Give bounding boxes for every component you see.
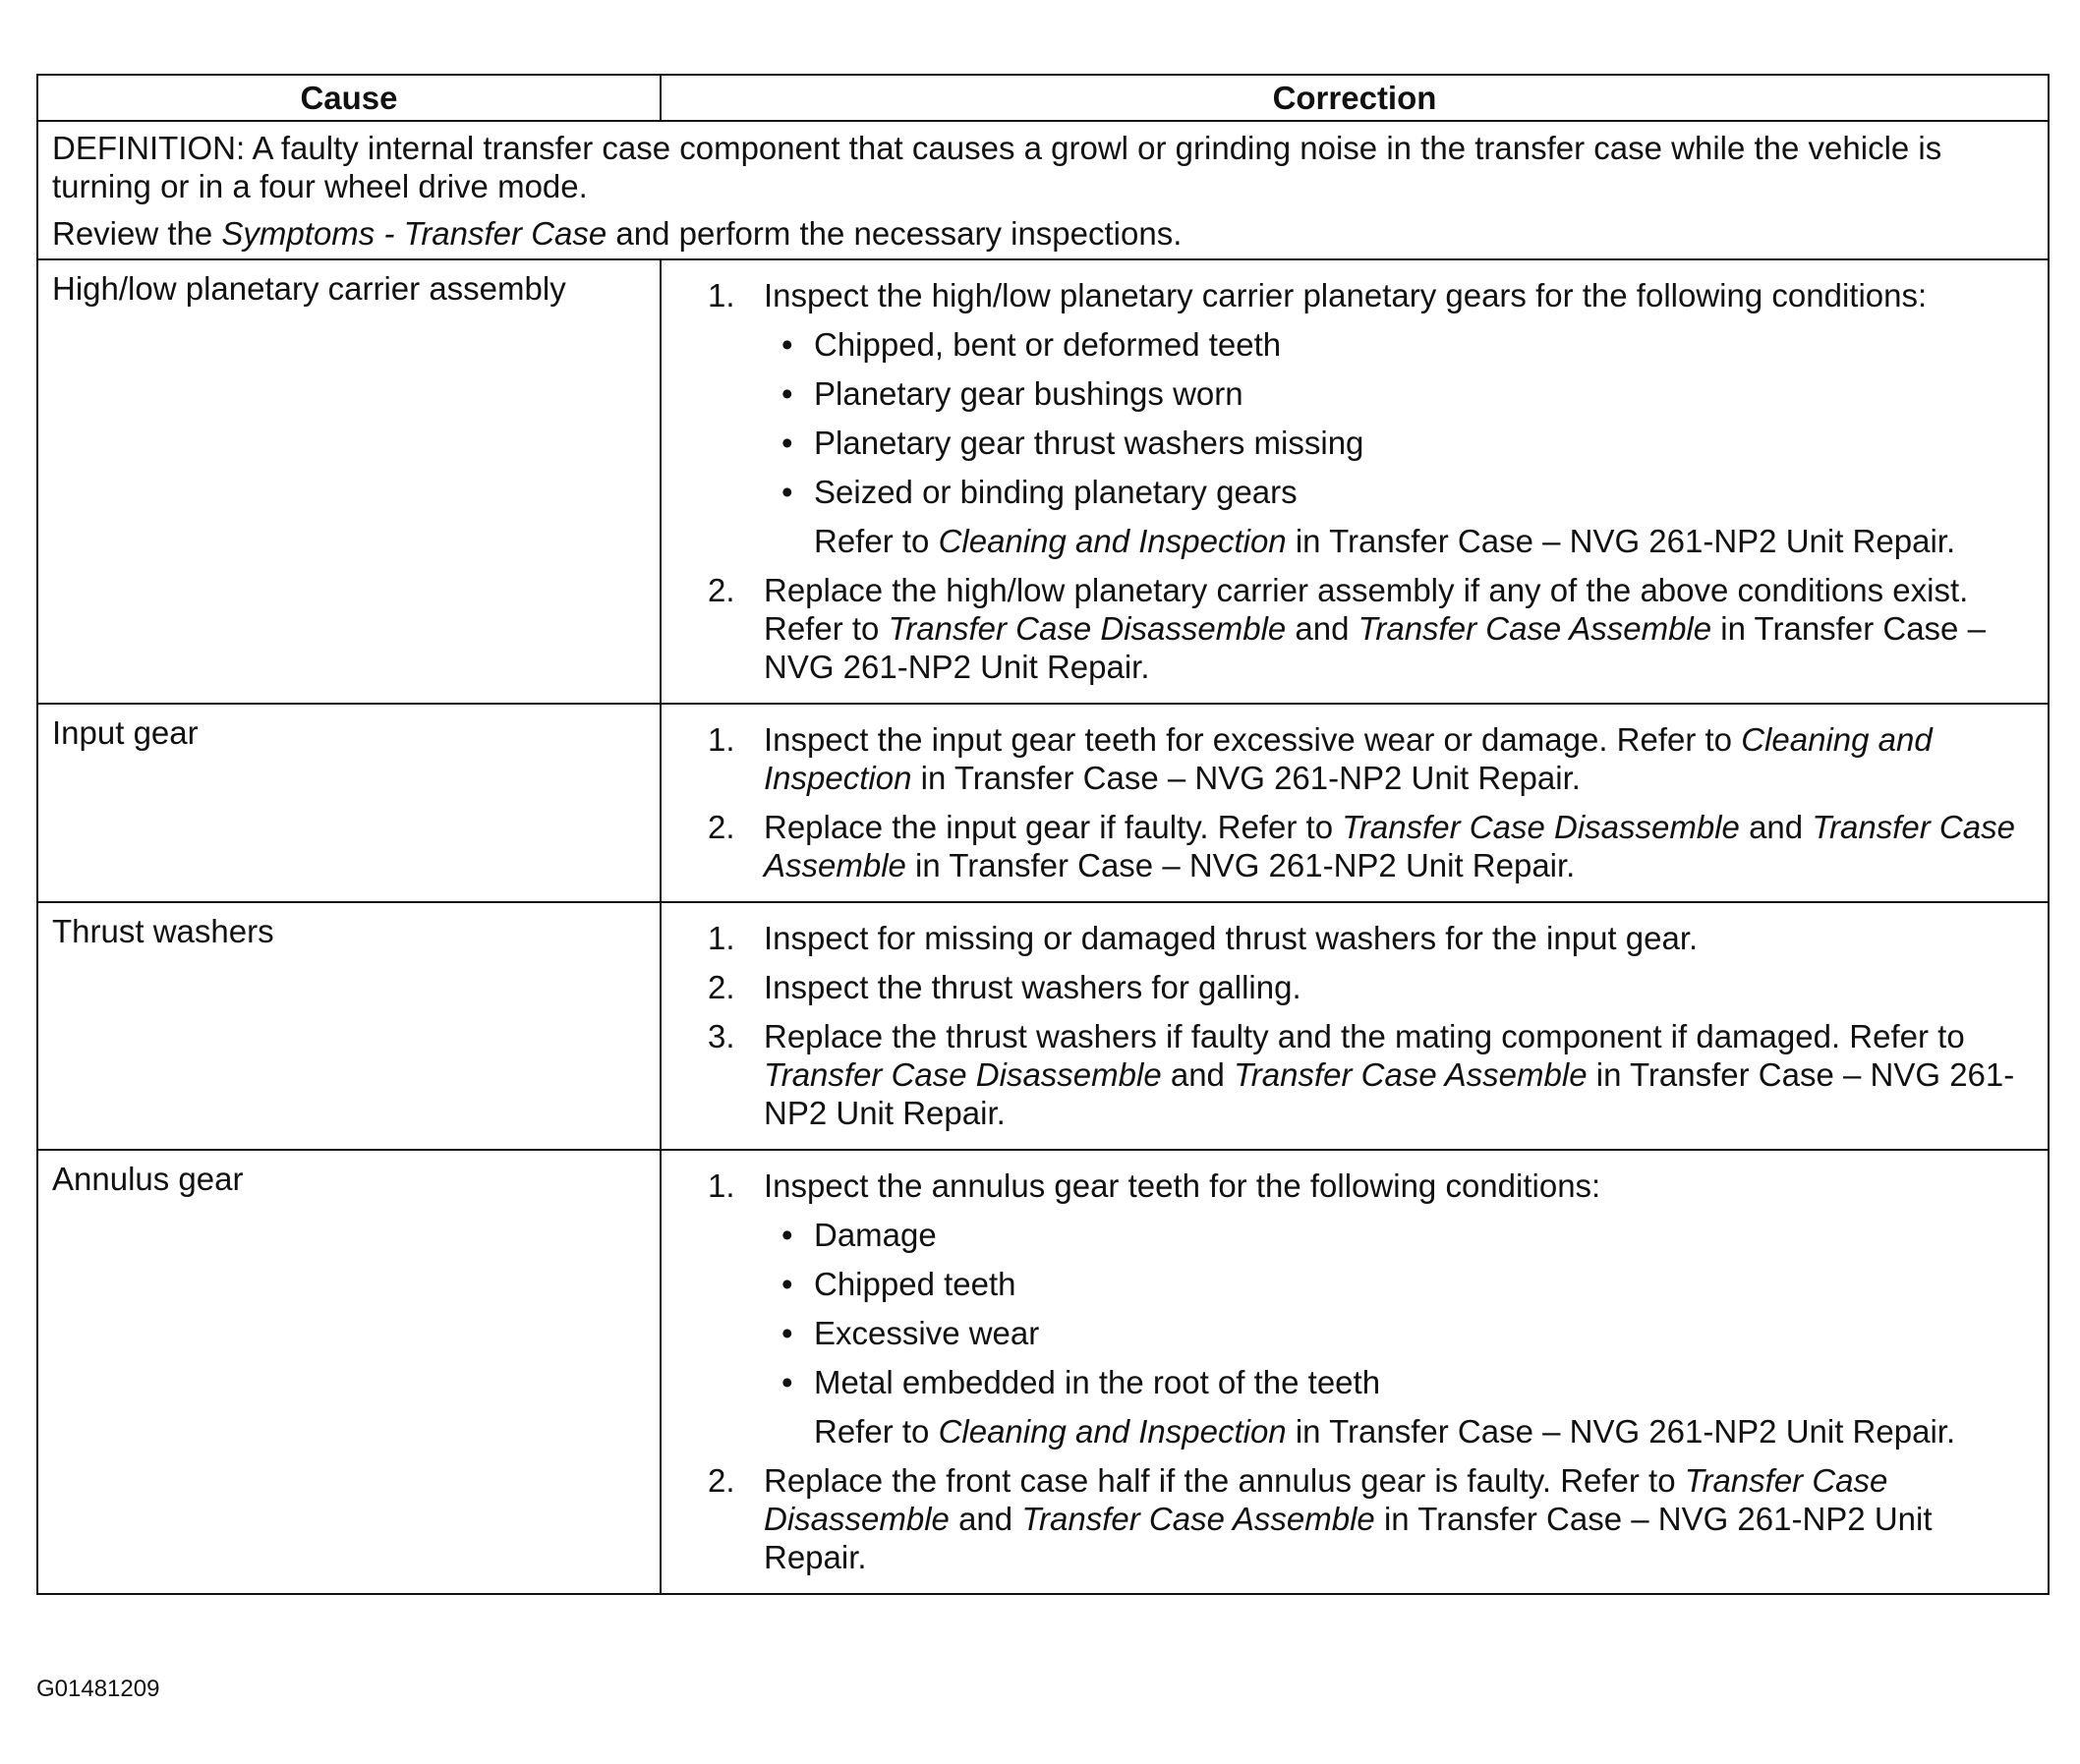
step-ref-link: Transfer Case Disassemble: [888, 610, 1287, 647]
correction-steps: [662, 1167, 2034, 1576]
step-ref-link: Transfer Case Assemble: [1021, 1501, 1375, 1537]
bullet-dot: •: [781, 1364, 793, 1400]
correction-cell: [661, 704, 2049, 902]
cause-cell: Thrust washers: [37, 902, 661, 1150]
refer-post: in Transfer Case – NVG 261-NP2 Unit Repair.: [1286, 1413, 1956, 1450]
refer-pre: Refer to: [814, 1413, 939, 1450]
step-number: 1.: [708, 920, 735, 956]
step-text-post: in Transfer Case – NVG 261-NP2 Unit Repair.: [764, 610, 1986, 685]
step-ref-link: Cleaning and Inspection: [764, 721, 1933, 796]
condition-list: [764, 1216, 2034, 1401]
condition-text: Chipped, bent or deformed teeth: [814, 326, 1282, 363]
step-text-pre: Replace the front case half if the annulus gear is faulty. Refer to: [764, 1462, 1685, 1499]
step-text: [764, 1167, 2034, 1205]
step-number: 3.: [708, 1018, 735, 1054]
condition-item: [764, 325, 2034, 364]
definition-text: DEFINITION: A faulty internal transfer case component that causes a growl or grinding noise in the transfer case while the vehicle is turning or in a four wheel drive mode.: [52, 130, 1942, 204]
step-ref-link: Transfer Case Assemble: [1234, 1056, 1588, 1093]
step-number: 1.: [708, 1167, 735, 1204]
bullet-dot: •: [781, 375, 793, 412]
bullet-dot: •: [781, 326, 793, 363]
step-text-mid: and: [1739, 809, 1813, 845]
step-item: [662, 571, 2034, 686]
step-text: [764, 571, 2034, 686]
step-item: [662, 276, 2034, 560]
correction-steps: [662, 276, 2034, 686]
step-text-pre: Replace the high/low planetary carrier assembly if any of the above conditions exist. Refer to: [764, 572, 1969, 647]
step-text-post: in Transfer Case – NVG 261-NP2 Unit Repair.: [905, 847, 1576, 883]
step-text-mid: and: [1286, 610, 1358, 647]
refer-link: Cleaning and Inspection: [938, 1413, 1287, 1450]
step-ref-link: Transfer Case Assemble: [1358, 610, 1712, 647]
step-number: 2.: [708, 572, 735, 608]
condition-item: [764, 1363, 2034, 1401]
step-text-plain: Inspect the high/low planetary carrier planetary gears for the following conditions:: [764, 277, 1928, 313]
table-row: [37, 1150, 2049, 1594]
table-row: [37, 259, 2049, 704]
step-number: 2.: [708, 809, 735, 845]
refer-note: [764, 1412, 2034, 1451]
refer-post: in Transfer Case – NVG 261-NP2 Unit Repair.: [1286, 523, 1956, 559]
step-ref-link: Transfer Case Assemble: [764, 809, 2015, 883]
step-text: [764, 808, 2034, 884]
condition-item: [764, 1265, 2034, 1303]
correction-cell: [661, 1150, 2049, 1594]
step-ref-link: Transfer Case Disassemble: [1342, 809, 1740, 845]
condition-item: [764, 1216, 2034, 1254]
step-text: [764, 1017, 2034, 1132]
correction-cell: [661, 902, 2049, 1150]
step-item: [662, 1167, 2034, 1451]
step-item: [662, 968, 2034, 1006]
step-ref-link: Transfer Case Disassemble: [764, 1462, 1888, 1537]
header-correction: Correction: [661, 75, 2049, 121]
step-text: [764, 1461, 2034, 1576]
diagnostic-sheet: [36, 74, 2050, 1595]
step-text-post: in Transfer Case – NVG 261-NP2 Unit Repair.: [764, 1501, 1933, 1575]
correction-steps: [662, 919, 2034, 1132]
table-row: [37, 902, 2049, 1150]
definition-cell: [37, 121, 2049, 259]
bullet-dot: •: [781, 1266, 793, 1302]
refer-note: [764, 522, 2034, 560]
step-number: 2.: [708, 1462, 735, 1499]
step-text: [764, 720, 2034, 797]
condition-item: [764, 1314, 2034, 1352]
review-link-symptoms: Symptoms - Transfer Case: [221, 215, 607, 252]
condition-item: [764, 374, 2034, 413]
review-text: [52, 214, 2034, 253]
condition-text: Excessive wear: [814, 1315, 1040, 1351]
step-text-plain: Inspect the annulus gear teeth for the following conditions:: [764, 1167, 1601, 1204]
condition-text: Chipped teeth: [814, 1266, 1016, 1302]
condition-list: [764, 325, 2034, 511]
correction-steps: [662, 720, 2034, 884]
step-item: [662, 1017, 2034, 1132]
cause-cell: High/low planetary carrier assembly: [37, 259, 661, 704]
header-cause: Cause: [37, 75, 661, 121]
table-row: [37, 704, 2049, 902]
step-text-pre: Replace the thrust washers if faulty and the mating component if damaged. Refer to: [764, 1018, 1965, 1054]
cause-cell: Annulus gear: [37, 1150, 661, 1594]
step-text: [764, 968, 2034, 1006]
condition-text: Damage: [814, 1217, 937, 1253]
bullet-dot: •: [781, 1315, 793, 1351]
step-text-mid: and: [1161, 1056, 1235, 1093]
step-text-plain: Inspect the thrust washers for galling.: [764, 969, 1301, 1005]
step-text-post: in Transfer Case – NVG 261-NP2 Unit Repair.: [764, 1056, 2015, 1131]
step-item: [662, 1461, 2034, 1576]
step-text-mid: and: [949, 1501, 1022, 1537]
review-pre: Review the: [52, 215, 222, 252]
step-text-pre: Replace the input gear if faulty. Refer to: [764, 809, 1343, 845]
bullet-dot: •: [781, 474, 793, 510]
condition-text: Planetary gear thrust washers missing: [814, 425, 1364, 461]
bullet-dot: •: [781, 425, 793, 461]
bullet-dot: •: [781, 1217, 793, 1253]
condition-text: Planetary gear bushings worn: [814, 375, 1243, 412]
condition-text: Metal embedded in the root of the teeth: [814, 1364, 1381, 1400]
diagnostic-table: [36, 74, 2050, 1595]
step-item: [662, 919, 2034, 957]
step-text-pre: Inspect the input gear teeth for excessive wear or damage. Refer to: [764, 721, 1742, 758]
correction-cell: [661, 259, 2049, 704]
step-item: [662, 808, 2034, 884]
step-text: [764, 919, 2034, 957]
refer-pre: Refer to: [814, 523, 939, 559]
header-row: [37, 75, 2049, 121]
definition-row: [37, 121, 2049, 259]
step-number: 1.: [708, 277, 735, 313]
step-text-post: in Transfer Case – NVG 261-NP2 Unit Repair.: [911, 760, 1581, 796]
step-number: 2.: [708, 969, 735, 1005]
condition-item: [764, 473, 2034, 511]
condition-text: Seized or binding planetary gears: [814, 474, 1298, 510]
figure-id: G01481209: [36, 1676, 160, 1702]
refer-link: Cleaning and Inspection: [938, 523, 1287, 559]
step-text-plain: Inspect for missing or damaged thrust washers for the input gear.: [764, 920, 1699, 956]
step-item: [662, 720, 2034, 797]
review-post: and perform the necessary inspections.: [607, 215, 1183, 252]
step-number: 1.: [708, 721, 735, 758]
cause-cell: Input gear: [37, 704, 661, 902]
condition-item: [764, 424, 2034, 462]
step-text: [764, 276, 2034, 314]
step-ref-link: Transfer Case Disassemble: [764, 1056, 1162, 1093]
